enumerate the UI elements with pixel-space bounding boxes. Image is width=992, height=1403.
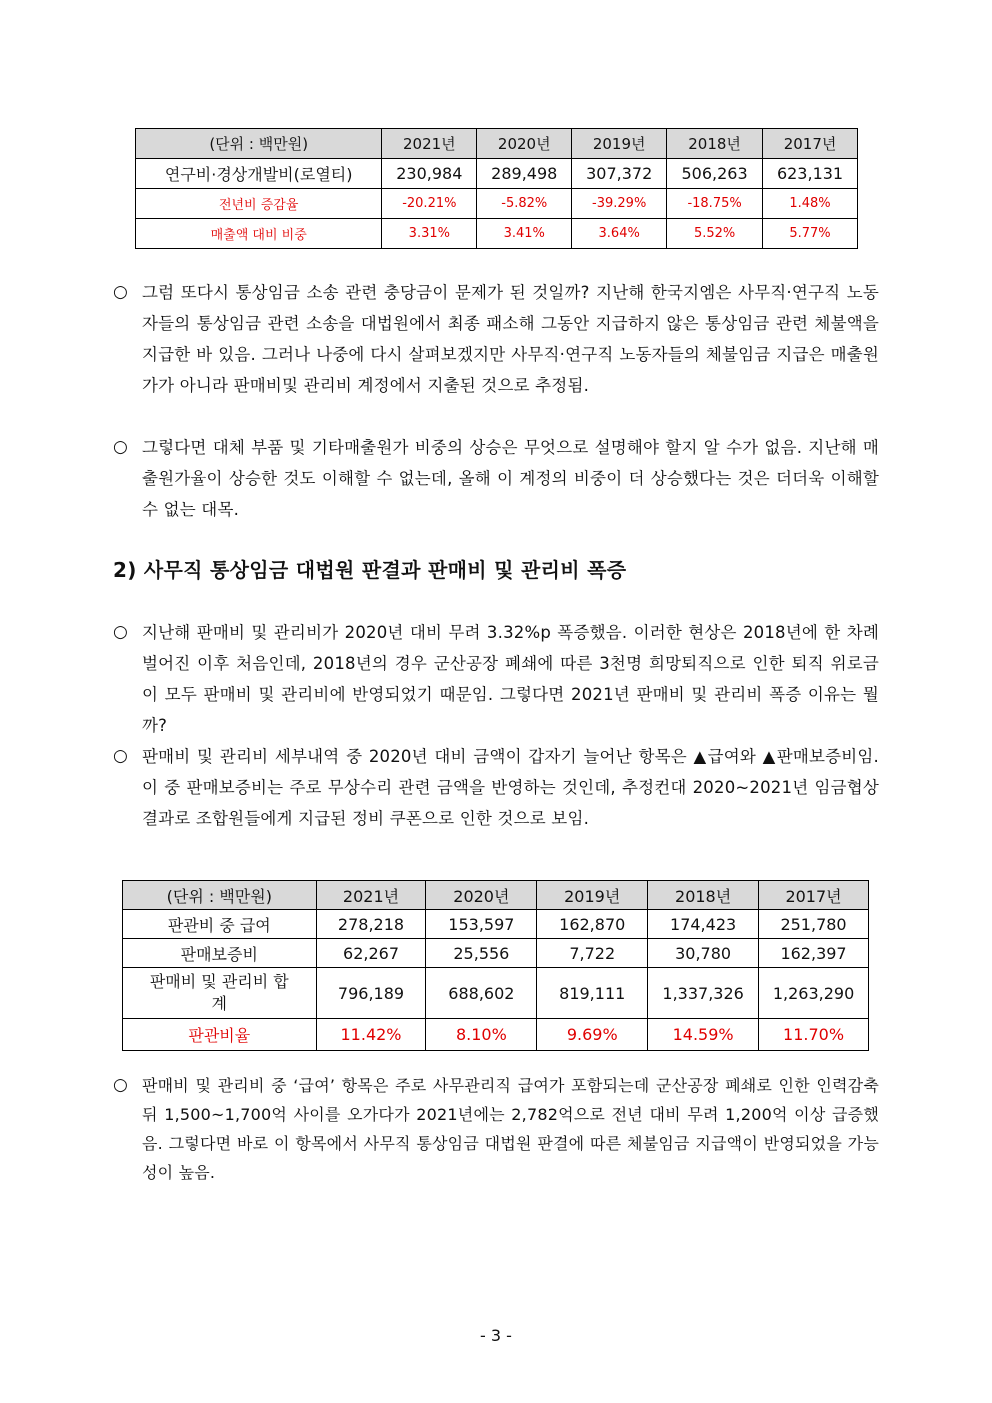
table-row xyxy=(123,968,869,1019)
table-cell: 25,556 xyxy=(426,939,537,968)
table-row xyxy=(123,939,869,968)
bullet-circle-icon: ○ xyxy=(113,746,128,766)
table-cell: 307,372 xyxy=(572,159,667,189)
header-cell: 2018년 xyxy=(648,881,759,910)
row-label: 연구비·경상개발비(로열티) xyxy=(136,159,382,189)
header-cell: (단위 : 백만원) xyxy=(123,881,317,910)
table-cell: 162,397 xyxy=(759,939,869,968)
row-label: 매출액 대비 비중 xyxy=(136,219,382,249)
bullet-circle-icon: ○ xyxy=(113,437,128,457)
table-cell: 1,263,290 xyxy=(759,968,869,1019)
table-cell: 1,337,326 xyxy=(648,968,759,1019)
table-cell: 14.59% xyxy=(648,1019,759,1051)
table-row xyxy=(136,219,858,249)
table-header-row xyxy=(136,129,858,159)
table-cell: 174,423 xyxy=(648,910,759,939)
section-heading: 2) 사무직 통상임금 대법원 판결과 판매비 및 관리비 폭증 xyxy=(113,558,627,582)
table-row xyxy=(123,1019,869,1051)
table-cell: -5.82% xyxy=(477,189,572,219)
table-cell: 11.42% xyxy=(316,1019,426,1051)
table-cell: 623,131 xyxy=(763,159,858,189)
paragraph xyxy=(113,432,879,525)
header-cell: 2018년 xyxy=(667,129,763,159)
row-label: 판매보증비 xyxy=(123,939,317,968)
header-cell: (단위 : 백만원) xyxy=(136,129,382,159)
header-cell: 2021년 xyxy=(382,129,477,159)
header-cell: 2019년 xyxy=(572,129,667,159)
paragraph xyxy=(113,277,879,401)
bullet-circle-icon: ○ xyxy=(113,282,128,302)
sga-expense-table xyxy=(122,880,869,1051)
table-cell: 1.48% xyxy=(763,189,858,219)
paragraph xyxy=(113,741,879,834)
paragraph xyxy=(113,617,879,741)
paragraph xyxy=(113,1071,879,1187)
table-cell: 7,722 xyxy=(537,939,648,968)
table-cell: 9.69% xyxy=(537,1019,648,1051)
table-cell: 3.64% xyxy=(572,219,667,249)
table-cell: 3.41% xyxy=(477,219,572,249)
paragraph-text: 지난해 판매비 및 관리비가 2020년 대비 무려 3.32%p 폭증했음. 이러한 현상은 2018년에 한 차례 벌어진 이후 처음인데, 2018년의 경우 군산공장 폐쇄에 따른 3천명 희망퇴직으로 인한 퇴직 위로금이 모두 판매비 및 관리비에 반영되었기 때문임. 그렇다면 2021년 판매비 및 관리비 폭증 이유는 뭘까? xyxy=(142,623,879,735)
table-cell: -20.21% xyxy=(382,189,477,219)
table-cell: 506,263 xyxy=(667,159,763,189)
table-cell: 251,780 xyxy=(759,910,869,939)
table-cell: 688,602 xyxy=(426,968,537,1019)
bullet-circle-icon: ○ xyxy=(113,1075,128,1095)
row-label: 판관비 중 급여 xyxy=(123,910,317,939)
header-cell: 2020년 xyxy=(477,129,572,159)
paragraph-text: 그렇다면 대체 부품 및 기타매출원가 비중의 상승은 무엇으로 설명해야 할지 알 수가 없음. 지난해 매출원가율이 상승한 것도 이해할 수 없는데, 올해 이 계정의 비중이 더 상승했다는 것은 더더욱 이해할 수 없는 대목. xyxy=(142,438,879,519)
header-cell: 2017년 xyxy=(763,129,858,159)
header-cell: 2020년 xyxy=(426,881,537,910)
header-cell: 2017년 xyxy=(759,881,869,910)
table-cell: 62,267 xyxy=(316,939,426,968)
table-row xyxy=(136,159,858,189)
paragraph-text: 판매비 및 관리비 중 ‘급여’ 항목은 주로 사무관리직 급여가 포함되는데 군산공장 폐쇄로 인한 인력감축 뒤 1,500~1,700억 사이를 오가다가 2021년에는 2,782억으로 전년 대비 무려 1,200억 이상 급증했음. 그렇다면 바로 이 항목에서 사무직 통상임금 대법원 판결에 따른 체불임금 지급액이 반영되었을 가능성이 높음. xyxy=(142,1076,879,1182)
table-cell: 230,984 xyxy=(382,159,477,189)
bullet-circle-icon: ○ xyxy=(113,622,128,642)
table-cell: 5.77% xyxy=(763,219,858,249)
table-cell: 11.70% xyxy=(759,1019,869,1051)
table-row xyxy=(123,910,869,939)
table-cell: 30,780 xyxy=(648,939,759,968)
table-cell: 153,597 xyxy=(426,910,537,939)
row-label: 판관비율 xyxy=(123,1019,317,1051)
header-cell: 2021년 xyxy=(316,881,426,910)
table-row xyxy=(136,189,858,219)
table-cell: -18.75% xyxy=(667,189,763,219)
table-header-row xyxy=(123,881,869,910)
page-number: - 3 - xyxy=(480,1326,512,1345)
table-cell: 162,870 xyxy=(537,910,648,939)
row-label: 전년비 증감율 xyxy=(136,189,382,219)
table-cell: -39.29% xyxy=(572,189,667,219)
table-cell: 796,189 xyxy=(316,968,426,1019)
table-cell: 278,218 xyxy=(316,910,426,939)
table-cell: 5.52% xyxy=(667,219,763,249)
header-cell: 2019년 xyxy=(537,881,648,910)
rnd-expense-table xyxy=(135,128,858,249)
paragraph-text: 판매비 및 관리비 세부내역 중 2020년 대비 금액이 갑자기 늘어난 항목은 ▲급여와 ▲판매보증비임. 이 중 판매보증비는 주로 무상수리 관련 금액을 반영하는 것인데, 추정컨대 2020~2021년 임금협상 결과로 조합원들에게 지급된 정비 쿠폰으로 인한 것으로 보임. xyxy=(142,747,879,828)
table-cell: 289,498 xyxy=(477,159,572,189)
table-cell: 8.10% xyxy=(426,1019,537,1051)
table-cell: 3.31% xyxy=(382,219,477,249)
table-cell: 819,111 xyxy=(537,968,648,1019)
paragraph-text: 그럼 또다시 통상임금 소송 관련 충당금이 문제가 된 것일까? 지난해 한국지엠은 사무직·연구직 노동자들의 통상임금 관련 소송을 대법원에서 최종 패소해 그동안 지급하지 않은 통상임금 관련 체불액을 지급한 바 있음. 그러나 나중에 다시 살펴보겠지만 사무직·연구직 노동자들의 체불임금 지급은 매출원가가 아니라 판매비및 관리비 계정에서 지출된 것으로 추정됨. xyxy=(142,283,879,395)
row-label: 판매비 및 관리비 합계 xyxy=(123,968,317,1019)
